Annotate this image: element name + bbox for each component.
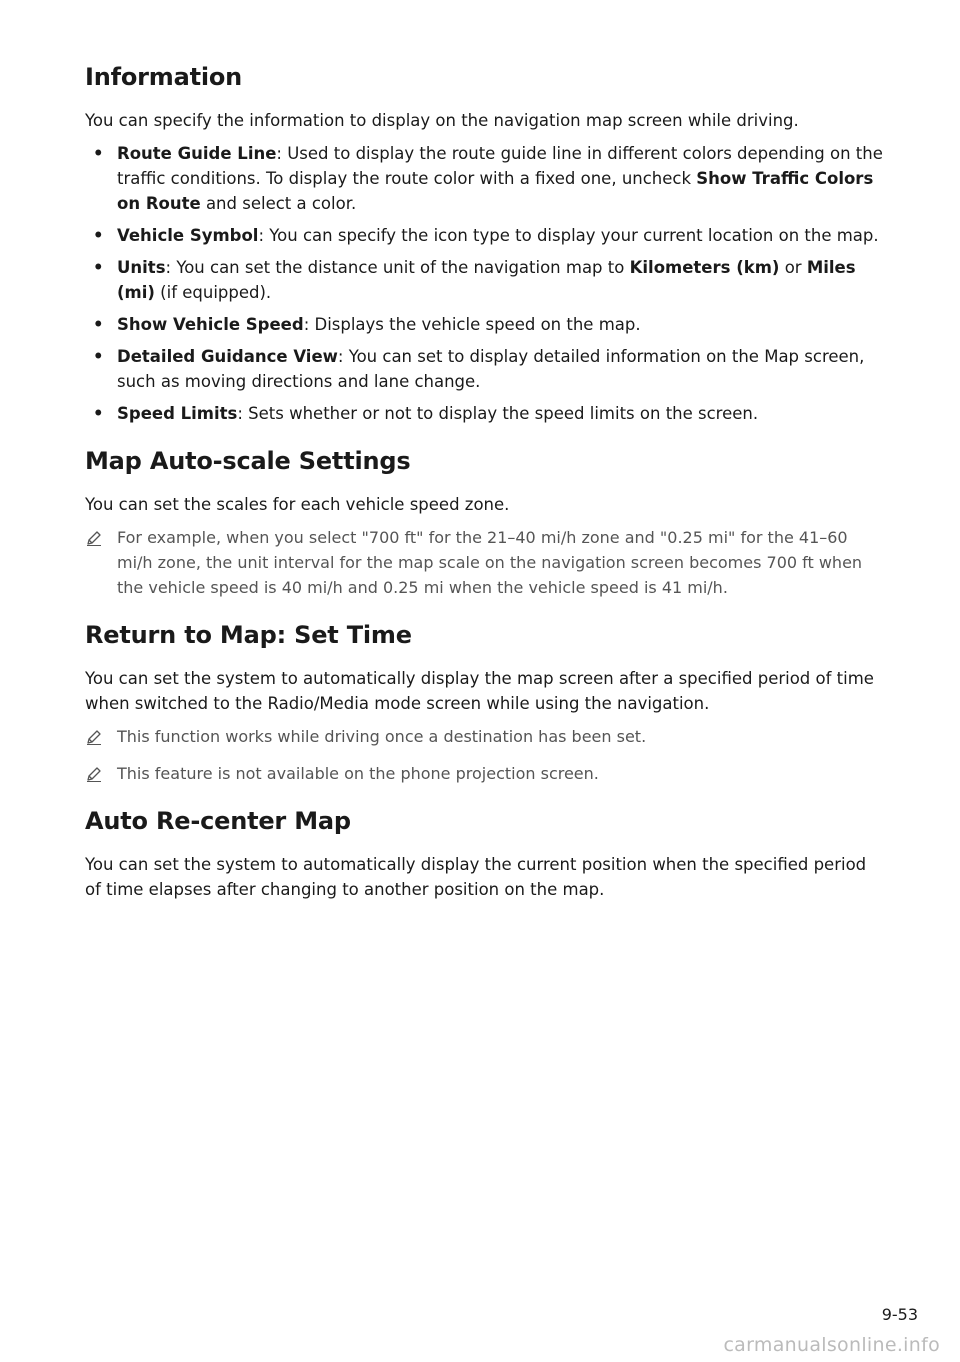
description: : Used to display the route guide line in different colors depending on the traffic conditions. To display the route color with a fixed one, uncheck [117, 144, 883, 188]
description: (if equipped). [154, 283, 272, 302]
bullet-icon: • [93, 144, 104, 163]
pencil-icon [85, 728, 103, 746]
description: : Displays the vehicle speed on the map. [303, 315, 641, 334]
section-intro: You can specify the information to display on the navigation map screen while driving. [85, 111, 799, 130]
watermark: carmanualsonline.info [723, 1334, 940, 1356]
term: Vehicle Symbol [117, 226, 259, 245]
section-intro: You can set the system to automatically display the current position when the specified period of time elapses after changing to another position on the map. [85, 855, 867, 899]
section-heading: Return to Map: Set Time [85, 621, 412, 649]
note [85, 724, 885, 749]
list-item [85, 401, 885, 426]
list-item [85, 255, 885, 305]
term: Speed Limits [117, 404, 238, 423]
description: or [779, 258, 807, 277]
description: and select a color. [200, 194, 357, 213]
list-item [85, 344, 885, 394]
note-text: This function works while driving once a destination has been set. [117, 727, 647, 746]
bullet-icon: • [93, 315, 104, 334]
section-heading: Map Auto-scale Settings [85, 447, 411, 475]
pencil-icon [85, 765, 103, 783]
term: Route Guide Line [117, 144, 277, 163]
bullet-icon: • [93, 258, 104, 277]
note [85, 761, 885, 786]
list-item [85, 141, 885, 216]
bullet-icon: • [93, 404, 104, 423]
section-heading: Information [85, 63, 243, 91]
pencil-icon [85, 529, 103, 547]
bullet-icon: • [93, 347, 104, 366]
section-heading: Auto Re-center Map [85, 807, 351, 835]
page-number: 9-53 [881, 1305, 918, 1324]
description: : You can set to display detailed information on the Map screen, such as moving directions and lane change. [117, 347, 865, 391]
term: Units [117, 258, 166, 277]
section-map-autoscale [85, 444, 885, 600]
manual-page [85, 60, 885, 910]
section-auto-recenter [85, 804, 885, 902]
term: Kilometers (km) [629, 258, 780, 277]
description: : You can set the distance unit of the navigation map to [165, 258, 630, 277]
section-information [85, 60, 885, 426]
bullet-icon: • [93, 226, 104, 245]
note [85, 525, 885, 600]
note-text: This feature is not available on the phone projection screen. [117, 764, 599, 783]
list-item [85, 312, 885, 337]
section-intro: You can set the system to automatically display the map screen after a specified period of time when switched to the Radio/Media mode screen while using the navigation. [85, 669, 874, 713]
section-intro: You can set the scales for each vehicle speed zone. [85, 495, 510, 514]
note-text: For example, when you select "700 ft" for the 21–40 mi/h zone and "0.25 mi" for the 41–60 mi/h zone, the unit interval for the map scale on the navigation screen becomes 700 ft when the vehicle speed is 40 mi/h and 0.25 mi when the vehicle speed is 41 mi/h. [117, 528, 863, 597]
description: : Sets whether or not to display the speed limits on the screen. [237, 404, 759, 423]
term: Miles (mi) [117, 258, 856, 302]
term: Show Traffic Colors on Route [117, 169, 874, 213]
term: Show Vehicle Speed [117, 315, 304, 334]
section-return-to-map [85, 618, 885, 786]
description: : You can specify the icon type to display your current location on the map. [258, 226, 879, 245]
information-list [85, 141, 885, 426]
term: Detailed Guidance View [117, 347, 338, 366]
list-item [85, 223, 885, 248]
